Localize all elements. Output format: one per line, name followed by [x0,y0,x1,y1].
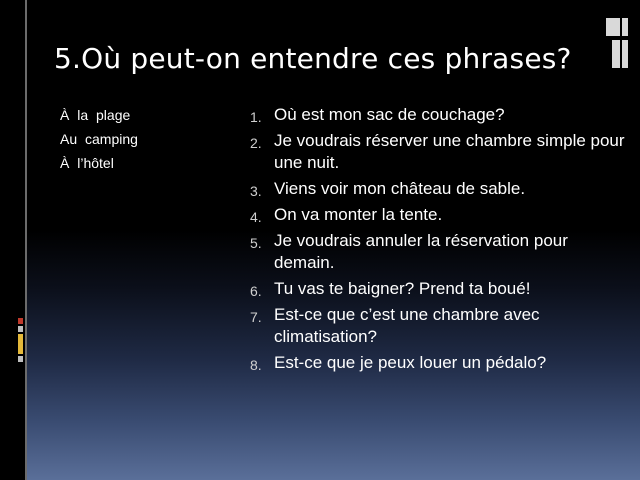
places-list [60,103,235,175]
place-item-hotel: À l’hôtel [60,155,114,171]
deco-top-right-block-2 [622,18,628,36]
phrase-item [250,204,625,226]
place-item-camping: Au camping [60,131,138,147]
phrase-text: Tu vas te baigner? Prend ta boué! [274,279,531,298]
phrase-number: 8. [250,357,262,373]
phrase-item [250,278,625,300]
deco-red-square [18,318,23,324]
left-strip-divider [25,0,27,480]
phrase-number: 6. [250,283,262,299]
phrase-item [250,352,625,374]
phrase-text: Est-ce que je peux louer un pédalo? [274,353,547,372]
deco-yellow-bar [18,334,23,354]
phrase-number: 2. [250,135,262,151]
deco-top-right-block-1 [606,18,620,36]
deco-grey-bar [18,356,23,362]
phrase-text: Est-ce que c’est une chambre avec climatisation? [274,305,540,346]
phrase-text: Viens voir mon château de sable. [274,179,526,198]
phrase-number: 7. [250,309,262,325]
place-item-beach: À la plage [60,107,131,123]
phrase-text: On va monter la tente. [274,205,443,224]
phrase-number: 4. [250,209,262,225]
deco-top-right-block-4 [622,40,628,68]
phrase-item [250,230,625,274]
phrase-item [250,130,625,174]
phrases-list [250,104,625,378]
phrase-item [250,304,625,348]
phrase-item [250,104,625,126]
deco-grey-square [18,326,23,332]
phrase-number: 3. [250,183,262,199]
phrase-text: Je voudrais annuler la réservation pour demain. [274,231,568,272]
phrase-text: Je voudrais réserver une chambre simple pour une nuit. [274,131,625,172]
phrase-item [250,178,625,200]
slide-title: 5.Où peut-on entendre ces phrases? [54,42,572,75]
phrase-number: 5. [250,235,262,251]
left-decorative-strip [0,0,25,480]
phrase-number: 1. [250,109,262,125]
phrase-text: Où est mon sac de couchage? [274,105,505,124]
